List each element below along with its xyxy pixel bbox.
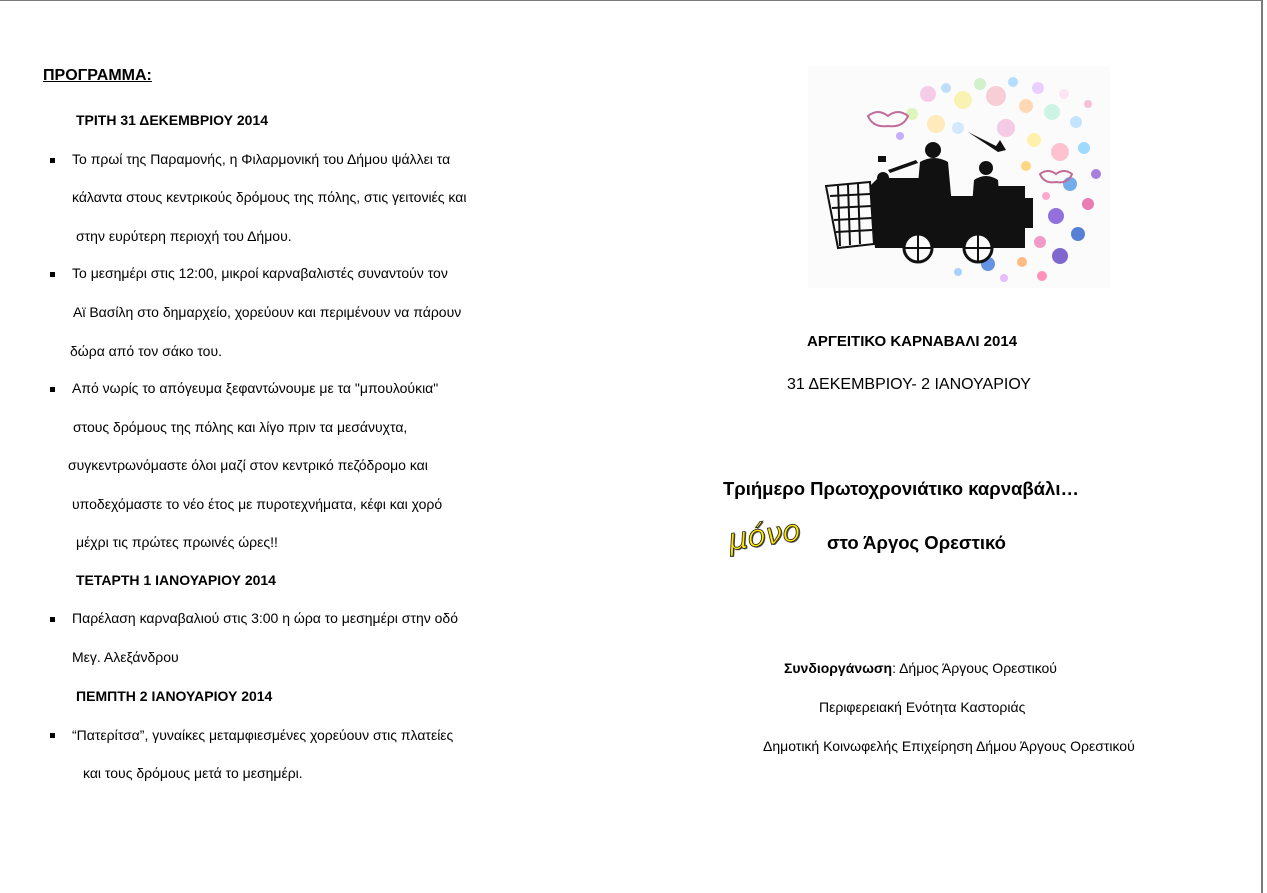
program-text-line: Το πρωί της Παραμονής, η Φιλαρμονική του Δήμου ψάλλει τα [72,151,451,167]
co-organization-line [784,660,1057,676]
carnival-dates: 31 ΔΕΚΕΜΒΡΙΟΥ- 2 ΙΑΝΟΥΑΡΙΟΥ [787,376,1031,393]
carnival-band-illustration [808,66,1110,288]
program-text-line: Μεγ. Αλεξάνδρου [72,649,179,665]
program-text-line: “Πατερίτσα”, γυναίκες μεταμφιεσμένες χορεύουν στις πλατείες [72,727,454,743]
program-text-line: Αϊ Βασίλη στο δημαρχείο, χορεύουν και περιμένουν να πάρουν [73,304,462,320]
day-heading-wednesday: ΤΕΤΑΡΤΗ 1 ΙΑΝΟΥΑΡΙΟΥ 2014 [76,572,276,588]
bullet-icon [50,387,55,392]
slogan-line-2: στο Άργος Ορεστικό [827,532,1006,553]
bullet-icon [50,158,55,163]
program-heading: ΠΡΟΓΡΑΜΜΑ: [43,67,152,84]
program-text-line: δώρα από τον σάκο του. [70,343,223,359]
slogan-highlight-word: μόνο [726,513,803,558]
day-heading-thursday: ΠΕΜΠΤΗ 2 ΙΑΝΟΥΑΡΙΟΥ 2014 [76,688,273,704]
co-organization-first: : Δήμος Άργους Ορεστικού [892,660,1057,676]
bullet-icon [50,272,55,277]
bullet-icon [50,733,55,738]
co-organization-third: Δημοτική Κοινωφελής Επιχείρηση Δήμου Άργους Ορεστικού [763,738,1135,754]
program-text-line: και τους δρόμους μετά το μεσημέρι. [83,765,303,781]
program-text-line: Από νωρίς το απόγευμα ξεφαντώνουμε με τα "μπουλούκια" [72,380,439,396]
day-heading-tuesday: ΤΡΙΤΗ 31 ΔΕΚΕΜΒΡΙΟΥ 2014 [76,112,268,128]
carnival-title: ΑΡΓΕΙΤΙΚΟ ΚΑΡΝΑΒΑΛΙ 2014 [807,333,1018,350]
program-text-line: Παρέλαση καρναβαλιού στις 3:00 η ώρα το μεσημέρι στην οδό [72,610,459,626]
program-text-line: στην ευρύτερη περιοχή του Δήμου. [76,228,292,244]
co-organization-second: Περιφερειακή Ενότητα Καστοριάς [819,699,1026,715]
slogan-line-1: Τριήμερο Πρωτοχρονιάτικο καρναβάλι… [723,478,1079,499]
program-text-line: κάλαντα στους κεντρικούς δρόμους της πόλης, στις γειτονιές και [72,189,467,205]
program-text-line: στους δρόμους της πόλης και λίγο πριν τα μεσάνυχτα, [73,419,408,435]
program-text-line: μέχρι τις πρώτες πρωινές ώρες!! [76,534,278,550]
bullet-icon [50,617,55,622]
program-text-line: Το μεσημέρι στις 12:00, μικροί καρναβαλιστές συναντούν τον [72,265,448,281]
program-text-line: υποδεχόμαστε το νέο έτος με πυροτεχνήματα, κέφι και χορό [72,496,443,512]
co-organization-label: Συνδιοργάνωση [784,660,893,676]
program-text-line: συγκεντρωνόμαστε όλοι μαζί στον κεντρικό πεζόδρομο και [68,457,428,473]
